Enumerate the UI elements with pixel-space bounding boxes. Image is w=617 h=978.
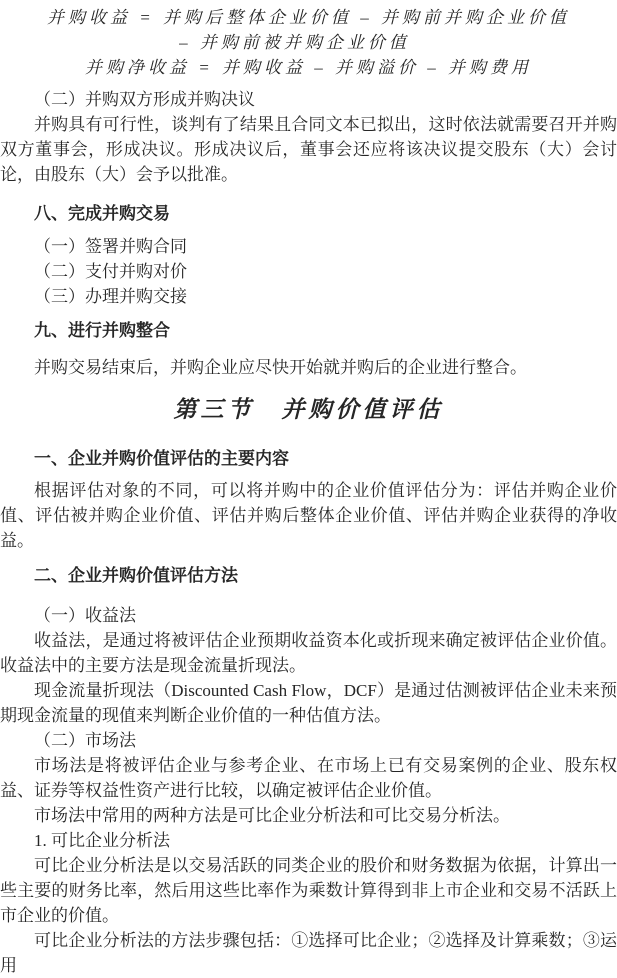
section8-item-list	[0, 234, 617, 309]
heading-section8-complete-transaction: 八、完成并购交易	[34, 204, 170, 223]
heading-part1-main-content: 一、企业并购价值评估的主要内容	[34, 449, 289, 468]
paragraph-market-method-two-ways: 市场法中常用的两种方法是可比企业分析法和可比交易分析法。	[34, 806, 510, 825]
paragraph-integration: 并购交易结束后，并购企业应尽快开始就并购后的企业进行整合。	[34, 358, 527, 377]
formula-merger-gain-line2: – 并购前被并购企业价值	[179, 33, 410, 52]
heading-section9-integration: 九、进行并购整合	[34, 321, 170, 340]
formula-merger-net-gain: 并购净收益 = 并购收益 – 并购溢价 – 并购费用	[85, 58, 532, 77]
sub-heading-merger-resolution: （二）并购双方形成并购决议	[34, 90, 255, 109]
sub-heading-comparable-company-method: 1. 可比企业分析法	[34, 831, 170, 850]
paragraph-comparable-company-steps: 可比企业分析法的方法步骤包括：①选择可比企业；②选择及计算乘数；③运用	[0, 931, 617, 975]
heading-part2-valuation-methods: 二、企业并购价值评估方法	[34, 566, 238, 585]
paragraph-valuation-scope: 根据评估对象的不同，可以将并购中的企业价值评估分为：评估并购企业价值、评估被并购企业价值、评估并购后整体企业价值、评估并购企业获得的净收益。	[0, 481, 617, 550]
list-item-handover: （三）办理并购交接	[34, 287, 187, 306]
sub-heading-income-method: （一）收益法	[34, 606, 136, 625]
sub-heading-market-method: （二）市场法	[34, 731, 136, 750]
formula-merger-gain-line1: 并购收益 = 并购后整体企业价值 – 并购前并购企业价值	[47, 8, 570, 27]
paragraph-dcf-definition: 现金流量折现法（Discounted Cash Flow，DCF）是通过估测被评估企业未来预期现金流量的现值来判断企业价值的一种估值方法。	[0, 681, 617, 725]
paragraph-comparable-company-definition: 可比企业分析法是以交易活跃的同类企业的股价和财务数据为依据，计算出一些主要的财务比率，然后用这些比率作为乘数计算得到非上市企业和交易不活跃上市企业的价值。	[0, 856, 617, 925]
paragraph-market-method-definition: 市场法是将被评估企业与参考企业、在市场上已有交易案例的企业、股东权益、证券等权益性资产进行比较，以确定被评估企业价值。	[0, 756, 617, 800]
section3-title-valuation: 第三节 并购价值评估	[173, 397, 444, 422]
paragraph-income-method-definition: 收益法，是通过将被评估企业预期收益资本化或折现来确定被评估企业价值。收益法中的主要方法是现金流量折现法。	[0, 631, 617, 675]
merger-gain-formula-block	[0, 5, 617, 80]
list-item-sign-contract: （一）签署并购合同	[34, 237, 187, 256]
list-item-pay-consideration: （二）支付并购对价	[34, 262, 187, 281]
paragraph-merger-resolution: 并购具有可行性，谈判有了结果且合同文本已拟出，这时依法就需要召开并购双方董事会，形成决议。形成决议后，董事会还应将该决议提交股东（大）会讨论，由股东（大）会予以批准。	[0, 115, 617, 184]
